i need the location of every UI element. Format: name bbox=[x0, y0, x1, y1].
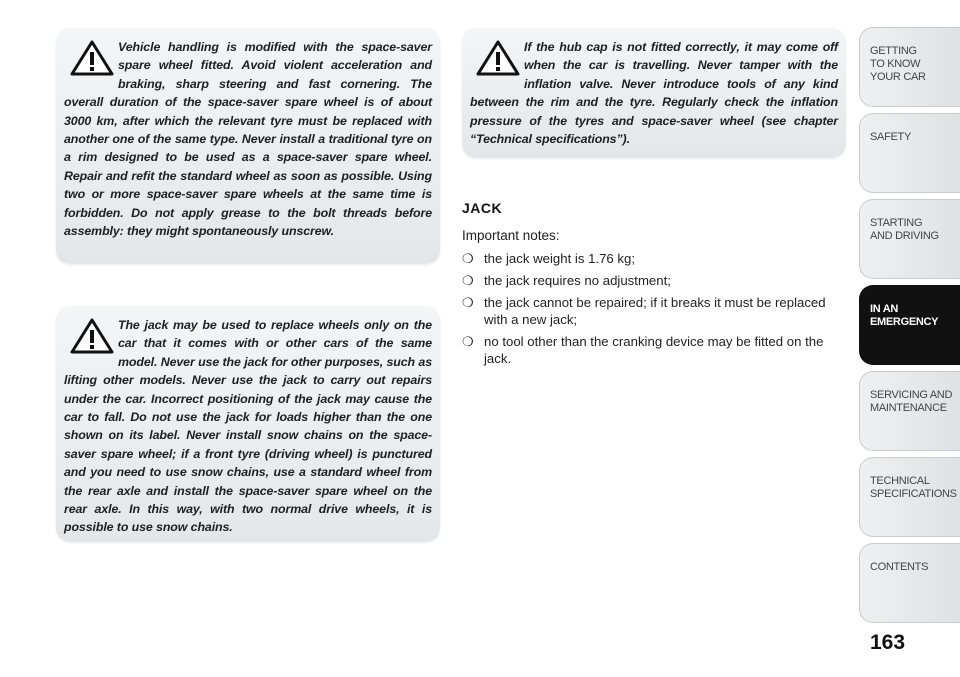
bullet-icon: ❍ bbox=[462, 334, 474, 349]
tab-contents[interactable]: CONTENTS bbox=[859, 543, 960, 623]
notes-intro: Important notes: bbox=[462, 228, 560, 243]
bullet-icon: ❍ bbox=[462, 273, 474, 288]
list-item bbox=[462, 250, 846, 267]
warning-text: Vehicle handling is modified with the space-saver spare wheel fitted. Avoid violent acceleration and braking, sharp steering and fast cornering. The overall duration of the space-saver spare wheel is of about 3000 km, after which the relevant tyre must be replaced with another one of the same type. Never install a traditional tyre on a rim designed to be used as a space-saver spare wheel. Repair and refit the standard wheel as soon as possible. Using two or more space-saver spare wheels at the same time is forbidden. Do not apply grease to the bolt threads before assembly: they might spontaneously unscrew. bbox=[64, 40, 432, 239]
list-item bbox=[462, 333, 846, 367]
tab-getting-to-know-your-car[interactable]: GETTING TO KNOW YOUR CAR bbox=[859, 27, 960, 107]
tab-technical-specifications[interactable]: TECHNICAL SPECIFICATIONS bbox=[859, 457, 960, 537]
warning-box-space-saver bbox=[56, 28, 440, 264]
page-number: 163 bbox=[870, 631, 906, 654]
warning-text: The jack may be used to replace wheels only on the car that it comes with or other cars of the same model. Never use the jack for other purposes, such as lifting other models. Never use the jack to carry out repairs under the car. Incorrect positioning of the jack may cause the car to fall. Do not use the jack for loads higher than the one shown on its label. Never install snow chains on the space-saver spare wheel; if a front tyre (driving wheel) is punctured and you need to use snow chains, use a standard wheel from the rear axle and install the space-saver spare wheel on the rear axle. In this way, with two normal drive wheels, it is possible to use snow chains. bbox=[64, 318, 432, 535]
note-text: the jack weight is 1.76 kg; bbox=[484, 251, 636, 266]
list-item bbox=[462, 294, 846, 328]
tab-safety[interactable]: SAFETY bbox=[859, 113, 960, 193]
tab-starting-and-driving[interactable]: STARTING AND DRIVING bbox=[859, 199, 960, 279]
section-heading-jack: JACK bbox=[462, 200, 503, 216]
warning-box-hub-cap bbox=[462, 28, 846, 158]
tab-servicing-and-maintenance[interactable]: SERVICING AND MAINTENANCE bbox=[859, 371, 960, 451]
note-text: no tool other than the cranking device may be fitted on the jack. bbox=[484, 334, 824, 366]
bullet-icon: ❍ bbox=[462, 251, 474, 266]
warning-text: If the hub cap is not fitted correctly, it may come off when the car is travelling. Never tamper with the inflation valve. Never introduce tools of any kind between the rim and the tyre. Regularly check the inflation pressure of the tyres and space-saver wheel (see chapter “Technical specifications”). bbox=[470, 40, 838, 147]
list-item bbox=[462, 272, 846, 289]
bullet-icon: ❍ bbox=[462, 295, 474, 310]
chapter-tabs bbox=[859, 27, 960, 629]
notes-list bbox=[462, 250, 846, 372]
warning-box-jack-usage bbox=[56, 306, 440, 542]
note-text: the jack requires no adjustment; bbox=[484, 273, 671, 288]
note-text: the jack cannot be repaired; if it breaks it must be replaced with a new jack; bbox=[484, 295, 826, 327]
tab-in-an-emergency[interactable]: IN AN EMERGENCY bbox=[859, 285, 960, 365]
